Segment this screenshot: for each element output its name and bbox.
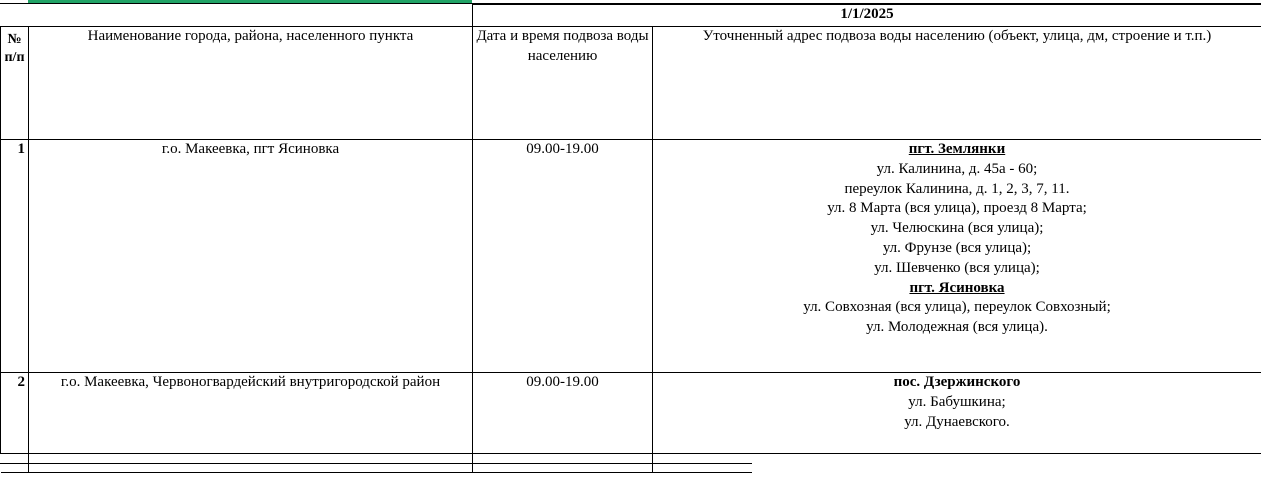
row-number: 1 bbox=[1, 140, 29, 373]
address-line: ул. 8 Марта (вся улица), проезд 8 Марта; bbox=[827, 200, 1087, 217]
column-header-datetime: Дата и время подвоза воды населению bbox=[473, 27, 653, 140]
address-line: ул. Бабушкина; bbox=[908, 393, 1006, 410]
address-line: ул. Челюскина (вся улица); bbox=[870, 220, 1044, 237]
row-number: 2 bbox=[1, 373, 29, 454]
document-date: 1/1/2025 bbox=[473, 5, 1261, 27]
column-header-address: Уточненный адрес подвоза воды населению (объект, улица, дм, строение и т.п.) bbox=[653, 27, 1261, 140]
column-header-number: № п/п bbox=[1, 27, 29, 140]
date-header-row bbox=[1, 5, 1261, 27]
address-line: ул. Совхозная (вся улица), переулок Совхозный; bbox=[803, 299, 1111, 316]
page-bottom-rule bbox=[0, 463, 752, 464]
date-row-spacer-num bbox=[1, 5, 29, 27]
address-line: переулок Калинина, д. 1, 2, 3, 7, 11. bbox=[844, 180, 1070, 197]
row-address-cell bbox=[653, 140, 1261, 373]
row-address-cell bbox=[653, 373, 1261, 454]
date-row-spacer-name bbox=[29, 5, 473, 27]
table-row bbox=[1, 373, 1261, 454]
address-line: ул. Калинина, д. 45а - 60; bbox=[876, 160, 1038, 177]
water-delivery-table bbox=[0, 4, 1261, 473]
column-header-locality: Наименование города, района, населенного пункта bbox=[29, 27, 473, 140]
address-heading: пгт. Ясиновка bbox=[909, 279, 1005, 296]
table-row bbox=[1, 140, 1261, 373]
address-heading: пос. Дзержинского bbox=[893, 374, 1021, 390]
table-header-row bbox=[1, 27, 1261, 140]
address-line: ул. Дунаевского. bbox=[904, 413, 1010, 430]
row-datetime: 09.00-19.00 bbox=[473, 373, 653, 454]
row-locality: г.о. Макеевка, Червоногвардейский внутригородской район bbox=[29, 373, 473, 454]
page-edge-mask bbox=[752, 464, 1261, 482]
address-line: ул. Шевченко (вся улица); bbox=[874, 259, 1040, 276]
address-line: ул. Молодежная (вся улица). bbox=[866, 319, 1048, 336]
row-datetime: 09.00-19.00 bbox=[473, 140, 653, 373]
row-locality: г.о. Макеевка, пгт Ясиновка bbox=[29, 140, 473, 373]
address-line: ул. Фрунзе (вся улица); bbox=[882, 239, 1032, 256]
address-heading: пгт. Землянки bbox=[908, 141, 1006, 157]
